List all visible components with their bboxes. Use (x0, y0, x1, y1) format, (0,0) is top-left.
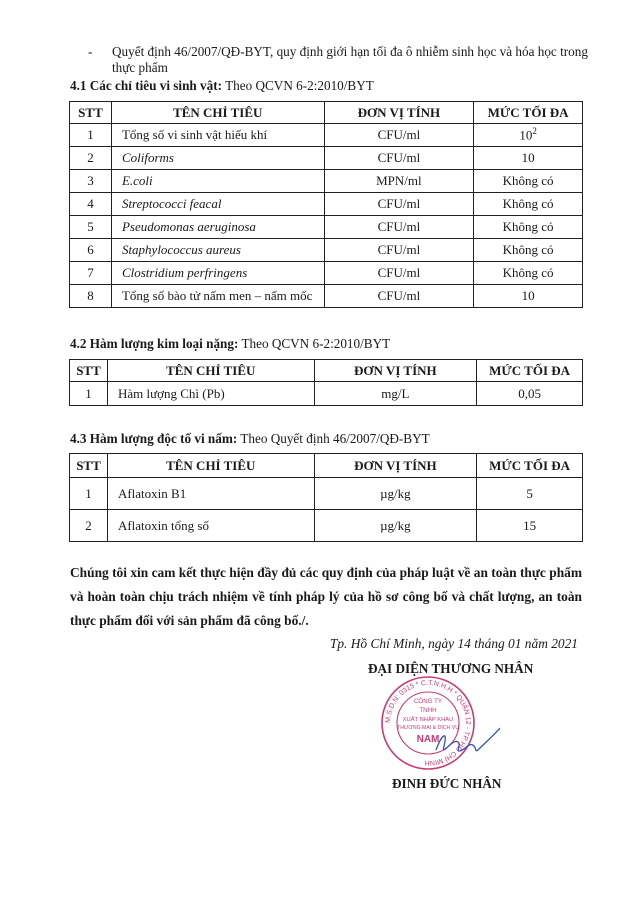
stamp-ring-text: M.S.D.N: 0315 * C.T.N.H.H * QUẬN 12 - TP HỒ CHÍ MINH (384, 679, 472, 767)
cell-unit: µg/kg (314, 478, 477, 510)
signature-icon (436, 728, 500, 751)
representative-title: ĐẠI DIỆN THƯƠNG NHÂN (368, 661, 534, 676)
cell-name: Pseudomonas aeruginosa (111, 216, 324, 239)
intro-text: Quyết định 46/2007/QĐ-BYT, quy định giới hạn tối đa ô nhiễm sinh học và hóa học trong thực phẩm (112, 44, 588, 75)
cell-max-value: Không có (502, 219, 554, 234)
cell-unit: MPN/ml (324, 170, 474, 193)
cell-max-exponent: 2 (532, 126, 537, 137)
cell-max (474, 262, 583, 285)
heavy-metal-table (69, 359, 583, 406)
cell-stt: 1 (70, 382, 108, 406)
table-header-row (70, 454, 583, 478)
cell-stt: 1 (70, 478, 108, 510)
section-2-heading (70, 336, 390, 352)
header-max: MỨC TỐI ĐA (474, 102, 583, 124)
cell-max-value: 5 (526, 485, 533, 501)
bullet-dash: - (88, 44, 93, 59)
header-stt: STT (70, 360, 108, 382)
cell-max-value: Không có (502, 265, 554, 280)
cell-max (474, 193, 583, 216)
header-name: TÊN CHỈ TIÊU (107, 360, 314, 382)
cell-max-value: 10 (519, 127, 533, 143)
signer-name: ĐINH ĐỨC NHÂN (392, 776, 502, 791)
header-max: MỨC TỐI ĐA (477, 360, 583, 382)
cell-name: Hàm lượng Chì (Pb) (107, 382, 314, 406)
place-date: Tp. Hồ Chí Minh, ngày 14 tháng 01 năm 2021 (329, 636, 578, 651)
commitment-paragraph: Chúng tôi xin cam kết thực hiện đầy đủ các quy định của pháp luật về an toàn thực phẩm và hoàn toàn chịu trách nhiệm về tính pháp lý của hồ sơ công bố và chất lượng, an toàn thực phẩm đối với sản phẩm đã công bố./. (70, 565, 582, 628)
section-1-ref: Theo QCVN 6-2:2010/BYT (225, 78, 374, 93)
cell-stt: 8 (70, 285, 112, 308)
section-2-ref: Theo QCVN 6-2:2010/BYT (241, 336, 391, 351)
table-row (70, 193, 583, 216)
table-row (70, 382, 583, 406)
table-row (70, 147, 583, 170)
header-unit: ĐƠN VỊ TÍNH (314, 360, 477, 382)
cell-unit: CFU/ml (324, 285, 474, 308)
cell-name: Tổng số bào tử nấm men – nấm mốc (111, 285, 324, 308)
header-name: TÊN CHỈ TIÊU (107, 454, 314, 478)
cell-unit: CFU/ml (324, 147, 474, 170)
section-2-title: 4.2 Hàm lượng kim loại nặng: (70, 336, 239, 351)
cell-max (477, 478, 583, 510)
cell-max-value: Không có (502, 196, 554, 211)
mycotoxin-table (69, 453, 583, 542)
stamp-line-3: XUẤT NHẬP KHẨU (402, 717, 454, 723)
cell-max-value: Không có (502, 242, 554, 257)
cell-name: Aflatoxin tổng số (107, 510, 314, 542)
cell-max (474, 285, 583, 308)
cell-unit: mg/L (314, 382, 477, 406)
cell-max-value: 15 (523, 517, 537, 533)
cell-unit: CFU/ml (324, 124, 474, 147)
section-3-title: 4.3 Hàm lượng độc tố vi nấm: (70, 431, 238, 446)
cell-name: E.coli (111, 170, 324, 193)
table-row (70, 170, 583, 193)
section-1-heading (70, 78, 374, 94)
cell-name: Tổng số vi sinh vật hiếu khí (111, 124, 324, 147)
header-stt: STT (70, 102, 112, 124)
section-1-title: 4.1 Các chỉ tiêu vi sinh vật: (70, 78, 223, 93)
header-max: MỨC TỐI ĐA (477, 454, 583, 478)
table-row (70, 510, 583, 542)
cell-name: Clostridium perfringens (111, 262, 324, 285)
header-stt: STT (70, 454, 108, 478)
table-row (70, 478, 583, 510)
cell-max (474, 124, 583, 147)
table-row (70, 285, 583, 308)
header-unit: ĐƠN VỊ TÍNH (324, 102, 474, 124)
section-3-ref: Theo Quyết định 46/2007/QĐ-BYT (240, 431, 430, 446)
cell-max (474, 216, 583, 239)
cell-stt: 2 (70, 147, 112, 170)
table-row (70, 124, 583, 147)
cell-max (474, 147, 583, 170)
cell-name: Staphylococcus aureus (111, 239, 324, 262)
cell-max-value: 10 (521, 150, 535, 165)
cell-name: Streptococci feacal (111, 193, 324, 216)
table-row (70, 239, 583, 262)
stamp-line-4: THƯƠNG MẠI & DỊCH VỤ (397, 725, 459, 731)
cell-max (477, 382, 583, 406)
header-unit: ĐƠN VỊ TÍNH (314, 454, 477, 478)
cell-max-value: Không có (502, 173, 554, 188)
cell-unit: CFU/ml (324, 216, 474, 239)
table-row (70, 262, 583, 285)
stamp-line-5: NAM (416, 734, 440, 745)
table-header-row (70, 102, 583, 124)
company-stamp (350, 668, 500, 778)
cell-stt: 6 (70, 239, 112, 262)
stamp-line-1: CÔNG TY (413, 698, 443, 705)
stamp-outer-ring (382, 677, 474, 769)
cell-name: Coliforms (111, 147, 324, 170)
section-3-heading (70, 431, 430, 447)
cell-stt: 1 (70, 124, 112, 147)
cell-max (477, 510, 583, 542)
table-row (70, 216, 583, 239)
microbial-table (69, 101, 583, 308)
cell-unit: CFU/ml (324, 239, 474, 262)
cell-max-value: 0,05 (518, 385, 541, 401)
cell-unit: CFU/ml (324, 262, 474, 285)
cell-stt: 5 (70, 216, 112, 239)
cell-unit: µg/kg (314, 510, 477, 542)
header-name: TÊN CHỈ TIÊU (111, 102, 324, 124)
cell-name: Aflatoxin B1 (107, 478, 314, 510)
stamp-line-2: TNHH (419, 707, 437, 714)
cell-stt: 4 (70, 193, 112, 216)
cell-unit: CFU/ml (324, 193, 474, 216)
cell-max (474, 170, 583, 193)
cell-stt: 3 (70, 170, 112, 193)
table-header-row (70, 360, 583, 382)
cell-stt: 2 (70, 510, 108, 542)
cell-stt: 7 (70, 262, 112, 285)
cell-max (474, 239, 583, 262)
cell-max-value: 10 (521, 288, 535, 303)
